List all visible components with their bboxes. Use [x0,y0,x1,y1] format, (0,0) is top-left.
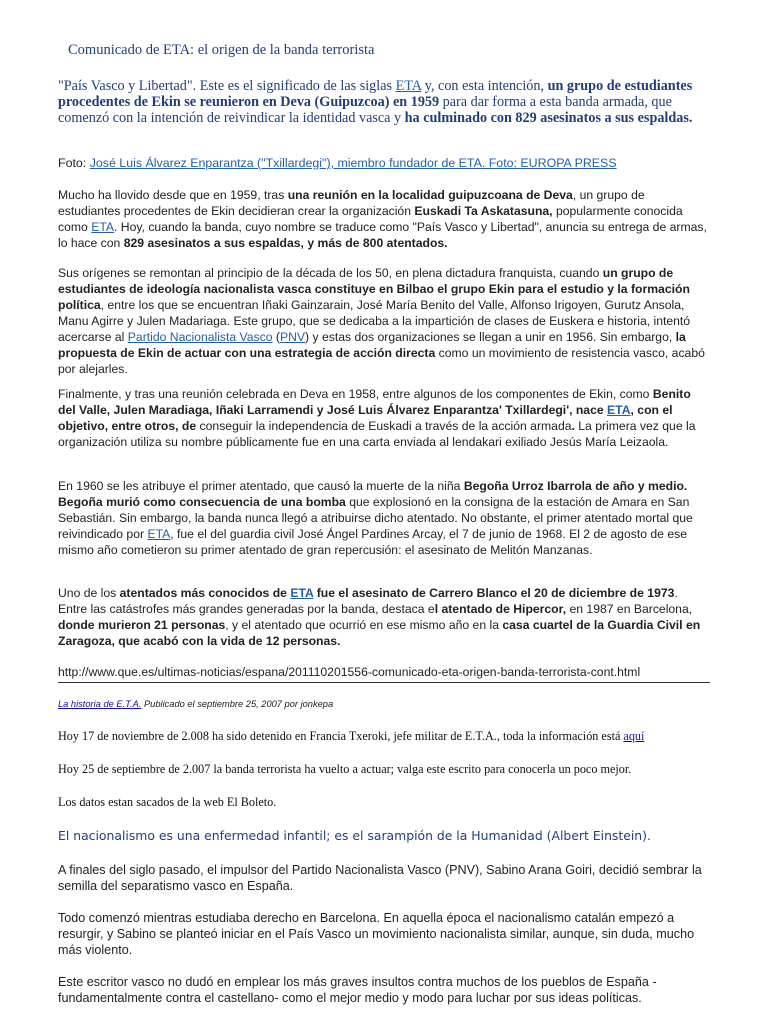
text: Sus orígenes se remontan al principio de la década de los 50, en plena dictadura franquista, cuando [58,266,603,280]
closing-paragraph-1: A finales del siglo pasado, el impulsor del Partido Nacionalista Vasco (PNV), Sabino Arana Goiri, decidió sembrar la semilla del separatismo vasco en España. [58,863,702,893]
eta-link[interactable]: ETA [607,403,631,417]
closing-paragraph-2: Todo comenzó mientras estudiaba derecho en Barcelona. En aquella época el nacionalismo catalán empezó a resurgir, y Sabino se planteó iniciar en el País Vasco un movimiento nacionalista similar, aunque, sin duda, mucho más violento. [58,911,695,957]
intro-paragraph [58,78,710,126]
bold-text: una reunión en la localidad guipuzcoana de Deva [287,188,573,202]
text: , un grupo de estudiantes procedentes de Ekin decidieran crear la organización [58,188,645,218]
bold-text: donde murieron 21 personas [58,618,226,632]
text: , fue el del guardia civil José Ángel Pardines Arcay, el 7 de junio de 1968. El 2 de agosto de ese mismo año cometieron su primer atentado de gran repercusión: el asesinato de Melitón Manzanas. [58,527,687,557]
blog-title-link[interactable]: La historia de E.T.A. [58,699,142,709]
intro-text: para dar forma a esta banda armada, que comenzó con la intención de reivindicar la identidad vasca y [58,94,672,126]
bold-text: . [571,419,575,433]
text: Mucho ha llovido desde que en 1959, tras [58,188,288,202]
text: ) y estas dos organizaciones se llegan a unir en 1956. Sin embargo, [305,330,676,344]
blog-meta [58,699,710,709]
bold-text: 829 asesinatos a sus espaldas, y más de 800 atentados. [123,236,448,250]
text: . Entre las catástrofes más grandes generadas por la banda, destaca e [58,586,678,616]
text: que explosionó en la consigna de la estación de Amara en San Sebastián. Sin embargo, la banda nunca llegó a atribuirse dicho atentado. No obstante, el primer atentado mortal que reivindicado por [58,495,693,541]
text: popularmente conocida como [58,204,683,234]
photo-label: Foto: [58,156,90,170]
paragraph-1 [58,187,710,251]
bold-text: Begoña Urroz Ibarrola de año y medio. Begoña murió como consecuencia de una bomba [58,479,688,509]
note-3: Los datos estan sacados de la web El Boleto. [58,795,277,809]
bold-text: la propuesta de Ekin de actuar con una estrategia de acción directa [58,330,686,360]
eta-link[interactable]: ETA [147,527,171,541]
eta-link[interactable]: ETA [91,220,115,234]
note-1 [58,729,710,744]
intro-bold: un grupo de estudiantes procedentes de Ekin se reunieron en Deva (Guipuzcoa) en 1959 [58,78,693,110]
paragraph-2 [58,265,710,377]
note-2: Hoy 25 de septiembre de 2.007 la banda terrorista ha vuelto a actuar; valga este escrito para conocerla un poco mejor. [58,762,632,776]
paragraph-4 [58,478,710,558]
text: , y el atentado que ocurrió en ese mismo año en la [225,618,503,632]
intro-text: y, con esta intención, [421,78,548,94]
text: como un movimiento de resistencia vasco, acabó por alejarles. [58,346,705,376]
pnv-full-link[interactable]: Partido Nacionalista Vasco [127,330,273,344]
einstein-quote: El nacionalismo es una enfermedad infantil; es el sarampión de la Humanidad (Albert Einstein). [58,828,651,843]
bold-text: , con el objetivo, entre otros, de [58,403,673,433]
text: Uno de los [58,586,120,600]
note-text: Hoy 17 de noviembre de 2.008 ha sido detenido en Francia Txeroki, jefe militar de E.T.A., toda la información está [58,729,624,743]
blog-meta-text: Publicado el septiembre 25, 2007 por jonkepa [141,699,334,709]
bold-text: Euskadi Ta Askatasuna, [414,204,553,218]
bold-text: fue el asesinato de Carrero Blanco el 20 de diciembre de 1973 [313,586,675,600]
page-title: Comunicado de ETA: el origen de la banda terrorista [68,42,375,58]
text: , entre los que se encuentran Iñaki Gainzarain, José María Benito del Valle, Alfonso Irigoyen, Gurutz Ansola, Manu Agirre y Julen Madariaga. Este grupo, que se dedicaba a la impartición de clases de Euskera e historia, intentó acercarse al [58,298,691,344]
text: en 1987 en Barcelona, [566,602,693,616]
closing-paragraph-3: Este escritor vasco no dudó en emplear los más graves insultos contra muchos de los pueblos de España -fundamentalmente contra el castellano- como el mejor medio y modo para luchar por sus ideas políticas. [58,975,657,1005]
bold-text: Benito del Valle, Julen Maradiaga, Iñaki Larramendi y José Luis Álvarez Enparantza' Txillardegi', nace [58,387,691,417]
photo-link[interactable]: José Luis Álvarez Enparantza ("Txillardegi"), miembro fundador de ETA. Foto: EUROPA PRESS [89,156,617,170]
eta-link[interactable]: ETA [290,586,314,600]
text: Finalmente, y tras una reunión celebrada en Deva en 1958, entre algunos de los componentes de Ekin, como [58,387,653,401]
paragraph-3 [58,386,710,450]
text: conseguir la independencia de Euskadi a través de la acción armada [196,419,572,433]
intro-bold: ha culminado con 829 asesinatos a sus espaldas. [404,110,693,126]
paragraph-5 [58,585,710,649]
pnv-link[interactable]: PNV [279,330,306,344]
text: La primera vez que la organización utiliza su nombre públicamente fue en una carta enviada al lendakari exiliado Jesús María Leizaola. [58,419,696,449]
text: . Hoy, cuando la banda, cuyo nombre se traduce como "País Vasco y Libertad", anuncia su entrega de armas, lo hace con [58,220,707,250]
source-url: http://www.que.es/ultimas-noticias/espana/201110201556-comunicado-eta-origen-banda-terrorista-cont.html [58,665,641,679]
eta-link[interactable]: ETA [395,78,422,94]
bold-text: casa cuartel de la Guardia Civil en Zaragoza, que acabó con la vida de 12 personas. [58,618,701,648]
aqui-link[interactable]: aquí [623,729,645,743]
bold-text: atentados más conocidos de [119,586,291,600]
bold-text: un grupo de estudiantes de ideología nacionalista vasca constituye en Bilbao el grupo Ekin para el estudio y la formación política [58,266,690,312]
divider [58,682,710,683]
text: En 1960 se les atribuye el primer atentado, que causó la muerte de la niña [58,479,464,493]
intro-text: "País Vasco y Libertad". Este es el significado de las siglas [58,78,396,94]
bold-text: l atentado de Hipercor, [434,602,567,616]
text: ( [272,330,280,344]
photo-caption [58,155,710,171]
